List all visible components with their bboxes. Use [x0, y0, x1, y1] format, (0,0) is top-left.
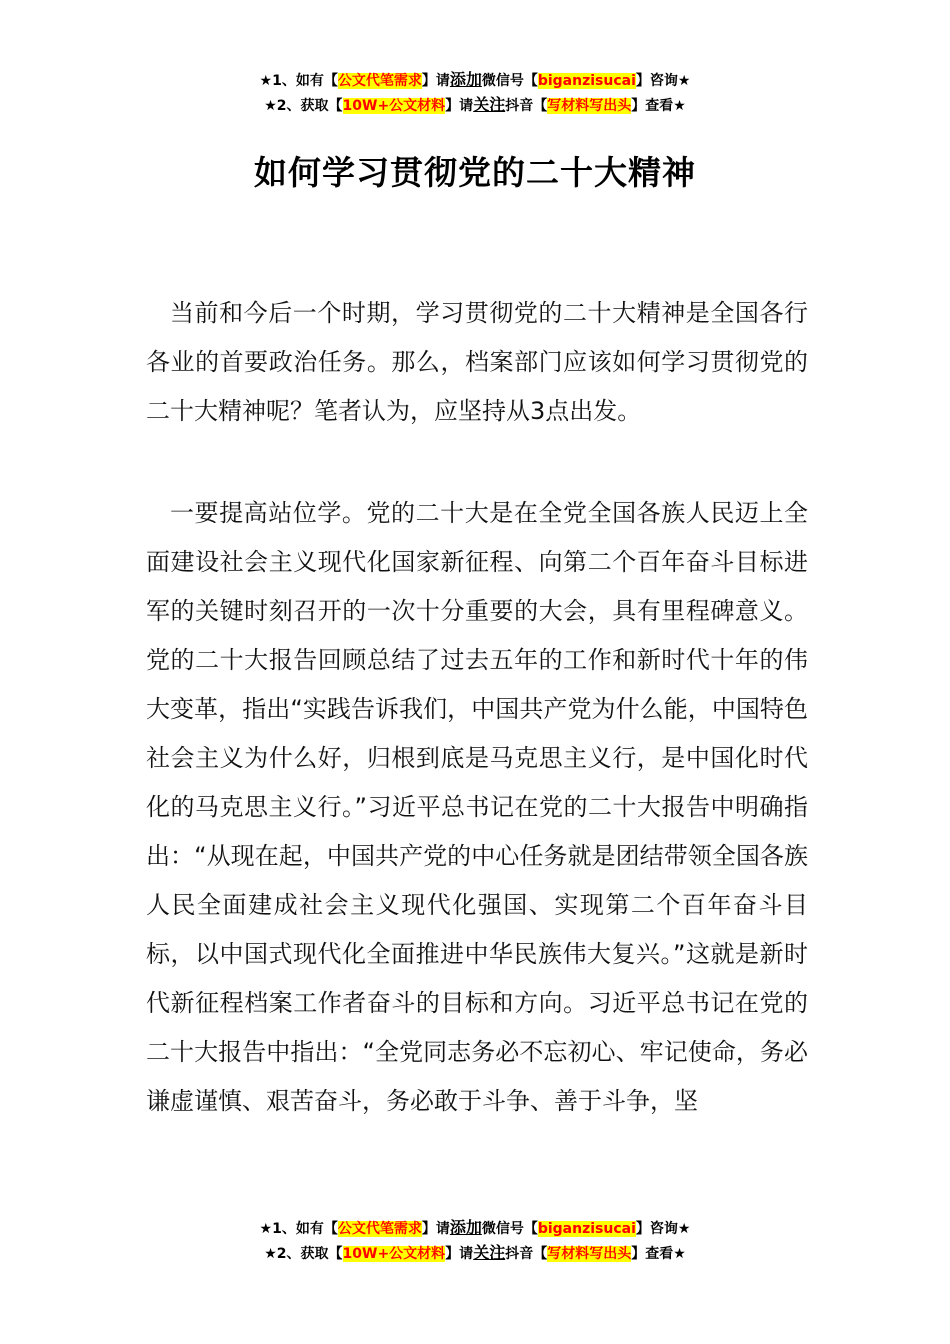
- banner-line1-highlight-wechat: biganzisucai: [537, 73, 636, 89]
- footer-line2-highlight-douyin: 写材料写出头: [547, 1246, 632, 1262]
- footer-banner-line-1: [0, 1216, 950, 1241]
- footer-line2-mid1: 】请: [445, 1246, 474, 1262]
- banner-line1-highlight-service: 公文代笔需求: [337, 73, 422, 89]
- banner-line2-mid1: 】请: [445, 98, 474, 114]
- document-title: 如何学习贯彻党的二十大精神: [254, 153, 696, 192]
- footer-line1-mid1: 】请: [421, 1221, 450, 1237]
- footer-banner: [0, 1216, 950, 1266]
- footer-line1-prefix: ★1、如有【: [259, 1221, 338, 1237]
- footer-line1-mid2: 微信号【: [481, 1221, 538, 1237]
- banner-line2-underlined: 关注: [473, 95, 506, 114]
- banner-line2-highlight-douyin: 写材料写出头: [547, 98, 632, 114]
- body-paragraph-2: 一要提高站位学。党的二十大是在全党全国各族人民迈上全面建设社会主义现代化国家新征程、向第二个百年奋斗目标进军的关键时刻召开的一次十分重要的大会，具有里程碑意义。党的二十大报告回顾总结了过去五年的工作和新时代十年的伟大变革，指出“实践告诉我们，中国共产党为什么能，中国特色社会主义为什么好，归根到底是马克思主义行，是中国化时代化的马克思主义行。”习近平总书记在党的二十大报告中明确指出：“从现在起，中国共产党的中心任务就是团结带领全国各族人民全面建成社会主义现代化强国、实现第二个百年奋斗目标，以中国式现代化全面推进中华民族伟大复兴。”这就是新时代新征程档案工作者奋斗的目标和方向。习近平总书记在党的二十大报告中指出：“全党同志务必不忘初心、牢记使命，务必谦虚谨慎、艰苦奋斗，务必敢于斗争、善于斗争，坚: [146, 499, 808, 1115]
- footer-line2-highlight-materials: 10W+公文材料: [342, 1246, 446, 1262]
- footer-line1-suffix: 】咨询★: [635, 1221, 691, 1237]
- footer-line1-underlined: 添加: [449, 1218, 482, 1237]
- banner-line-1: [0, 68, 950, 93]
- banner-line-2: [0, 93, 950, 118]
- header-banner: [0, 68, 950, 118]
- body-paragraph-1: 当前和今后一个时期，学习贯彻党的二十大精神是全国各行各业的首要政治任务。那么，档案部门应该如何学习贯彻党的二十大精神呢？笔者认为，应坚持从3点出发。: [146, 299, 808, 425]
- banner-line1-underlined: 添加: [449, 70, 482, 89]
- banner-line2-suffix: 】查看★: [631, 98, 686, 114]
- banner-line1-mid1: 】请: [421, 73, 450, 89]
- footer-line1-highlight-service: 公文代笔需求: [337, 1221, 422, 1237]
- footer-line2-mid2: 抖音【: [505, 1246, 548, 1262]
- footer-banner-line-2: [0, 1241, 950, 1266]
- footer-line2-prefix: ★2、获取【: [264, 1246, 343, 1262]
- banner-line2-mid2: 抖音【: [505, 98, 548, 114]
- banner-line1-prefix: ★1、如有【: [259, 73, 338, 89]
- footer-line2-suffix: 】查看★: [631, 1246, 686, 1262]
- footer-line2-underlined: 关注: [473, 1243, 506, 1262]
- banner-line2-prefix: ★2、获取【: [264, 98, 343, 114]
- footer-line1-highlight-wechat: biganzisucai: [537, 1221, 636, 1237]
- banner-line1-suffix: 】咨询★: [635, 73, 691, 89]
- banner-line2-highlight-materials: 10W+公文材料: [342, 98, 446, 114]
- banner-line1-mid2: 微信号【: [481, 73, 538, 89]
